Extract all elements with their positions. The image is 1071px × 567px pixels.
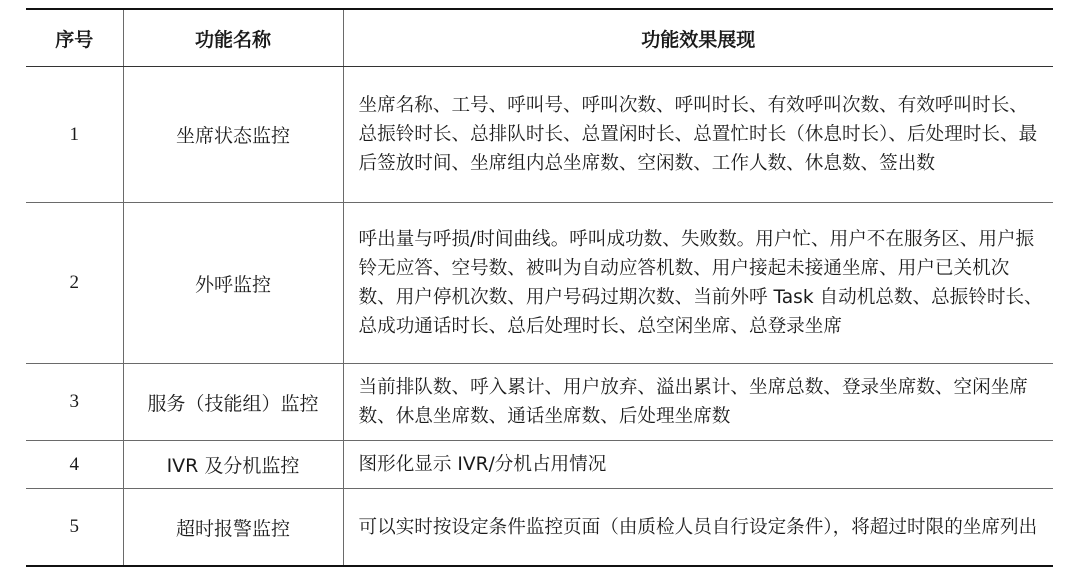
- table-row: [26, 489, 1053, 567]
- header-function-name: 功能名称: [123, 9, 343, 67]
- monitoring-function-table: [26, 8, 1053, 567]
- row-function-name: 服务（技能组）监控: [123, 364, 343, 441]
- row-number: 2: [26, 203, 123, 364]
- row-function-effect: 图形化显示 IVR/分机占用情况: [343, 441, 1053, 489]
- table-body: [26, 67, 1053, 567]
- row-number: 5: [26, 489, 123, 567]
- row-function-effect: 坐席名称、工号、呼叫号、呼叫次数、呼叫时长、有效呼叫次数、有效呼叫时长、总振铃时长、总排队时长、总置闲时长、总置忙时长（休息时长）、后处理时长、最后签放时间、坐席组内总坐席数、空闲数、工作人数、休息数、签出数: [343, 67, 1053, 203]
- row-number: 1: [26, 67, 123, 203]
- header-row: [26, 9, 1053, 67]
- row-function-name: 坐席状态监控: [123, 67, 343, 203]
- table-row: [26, 441, 1053, 489]
- row-number: 3: [26, 364, 123, 441]
- table-row: [26, 364, 1053, 441]
- row-function-name: 超时报警监控: [123, 489, 343, 567]
- row-function-effect: 可以实时按设定条件监控页面（由质检人员自行设定条件），将超过时限的坐席列出: [343, 489, 1053, 567]
- row-function-name: 外呼监控: [123, 203, 343, 364]
- row-number: 4: [26, 441, 123, 489]
- table-row: [26, 203, 1053, 364]
- table-row: [26, 67, 1053, 203]
- row-function-effect: 呼出量与呼损/时间曲线。呼叫成功数、失败数。用户忙、用户不在服务区、用户振铃无应答、空号数、被叫为自动应答机数、用户接起未接通坐席、用户已关机次数、用户停机次数、用户号码过期次数、当前外呼 Task 自动机总数、总振铃时长、总成功通话时长、总后处理时长、总空闲坐席、总登录坐席: [343, 203, 1053, 364]
- row-function-effect: 当前排队数、呼入累计、用户放弃、溢出累计、坐席总数、登录坐席数、空闲坐席数、休息坐席数、通话坐席数、后处理坐席数: [343, 364, 1053, 441]
- header-number: 序号: [26, 9, 123, 67]
- header-function-effect: 功能效果展现: [343, 9, 1053, 67]
- row-function-name: IVR 及分机监控: [123, 441, 343, 489]
- table-header: [26, 9, 1053, 67]
- monitoring-function-table-container: [26, 8, 1053, 567]
